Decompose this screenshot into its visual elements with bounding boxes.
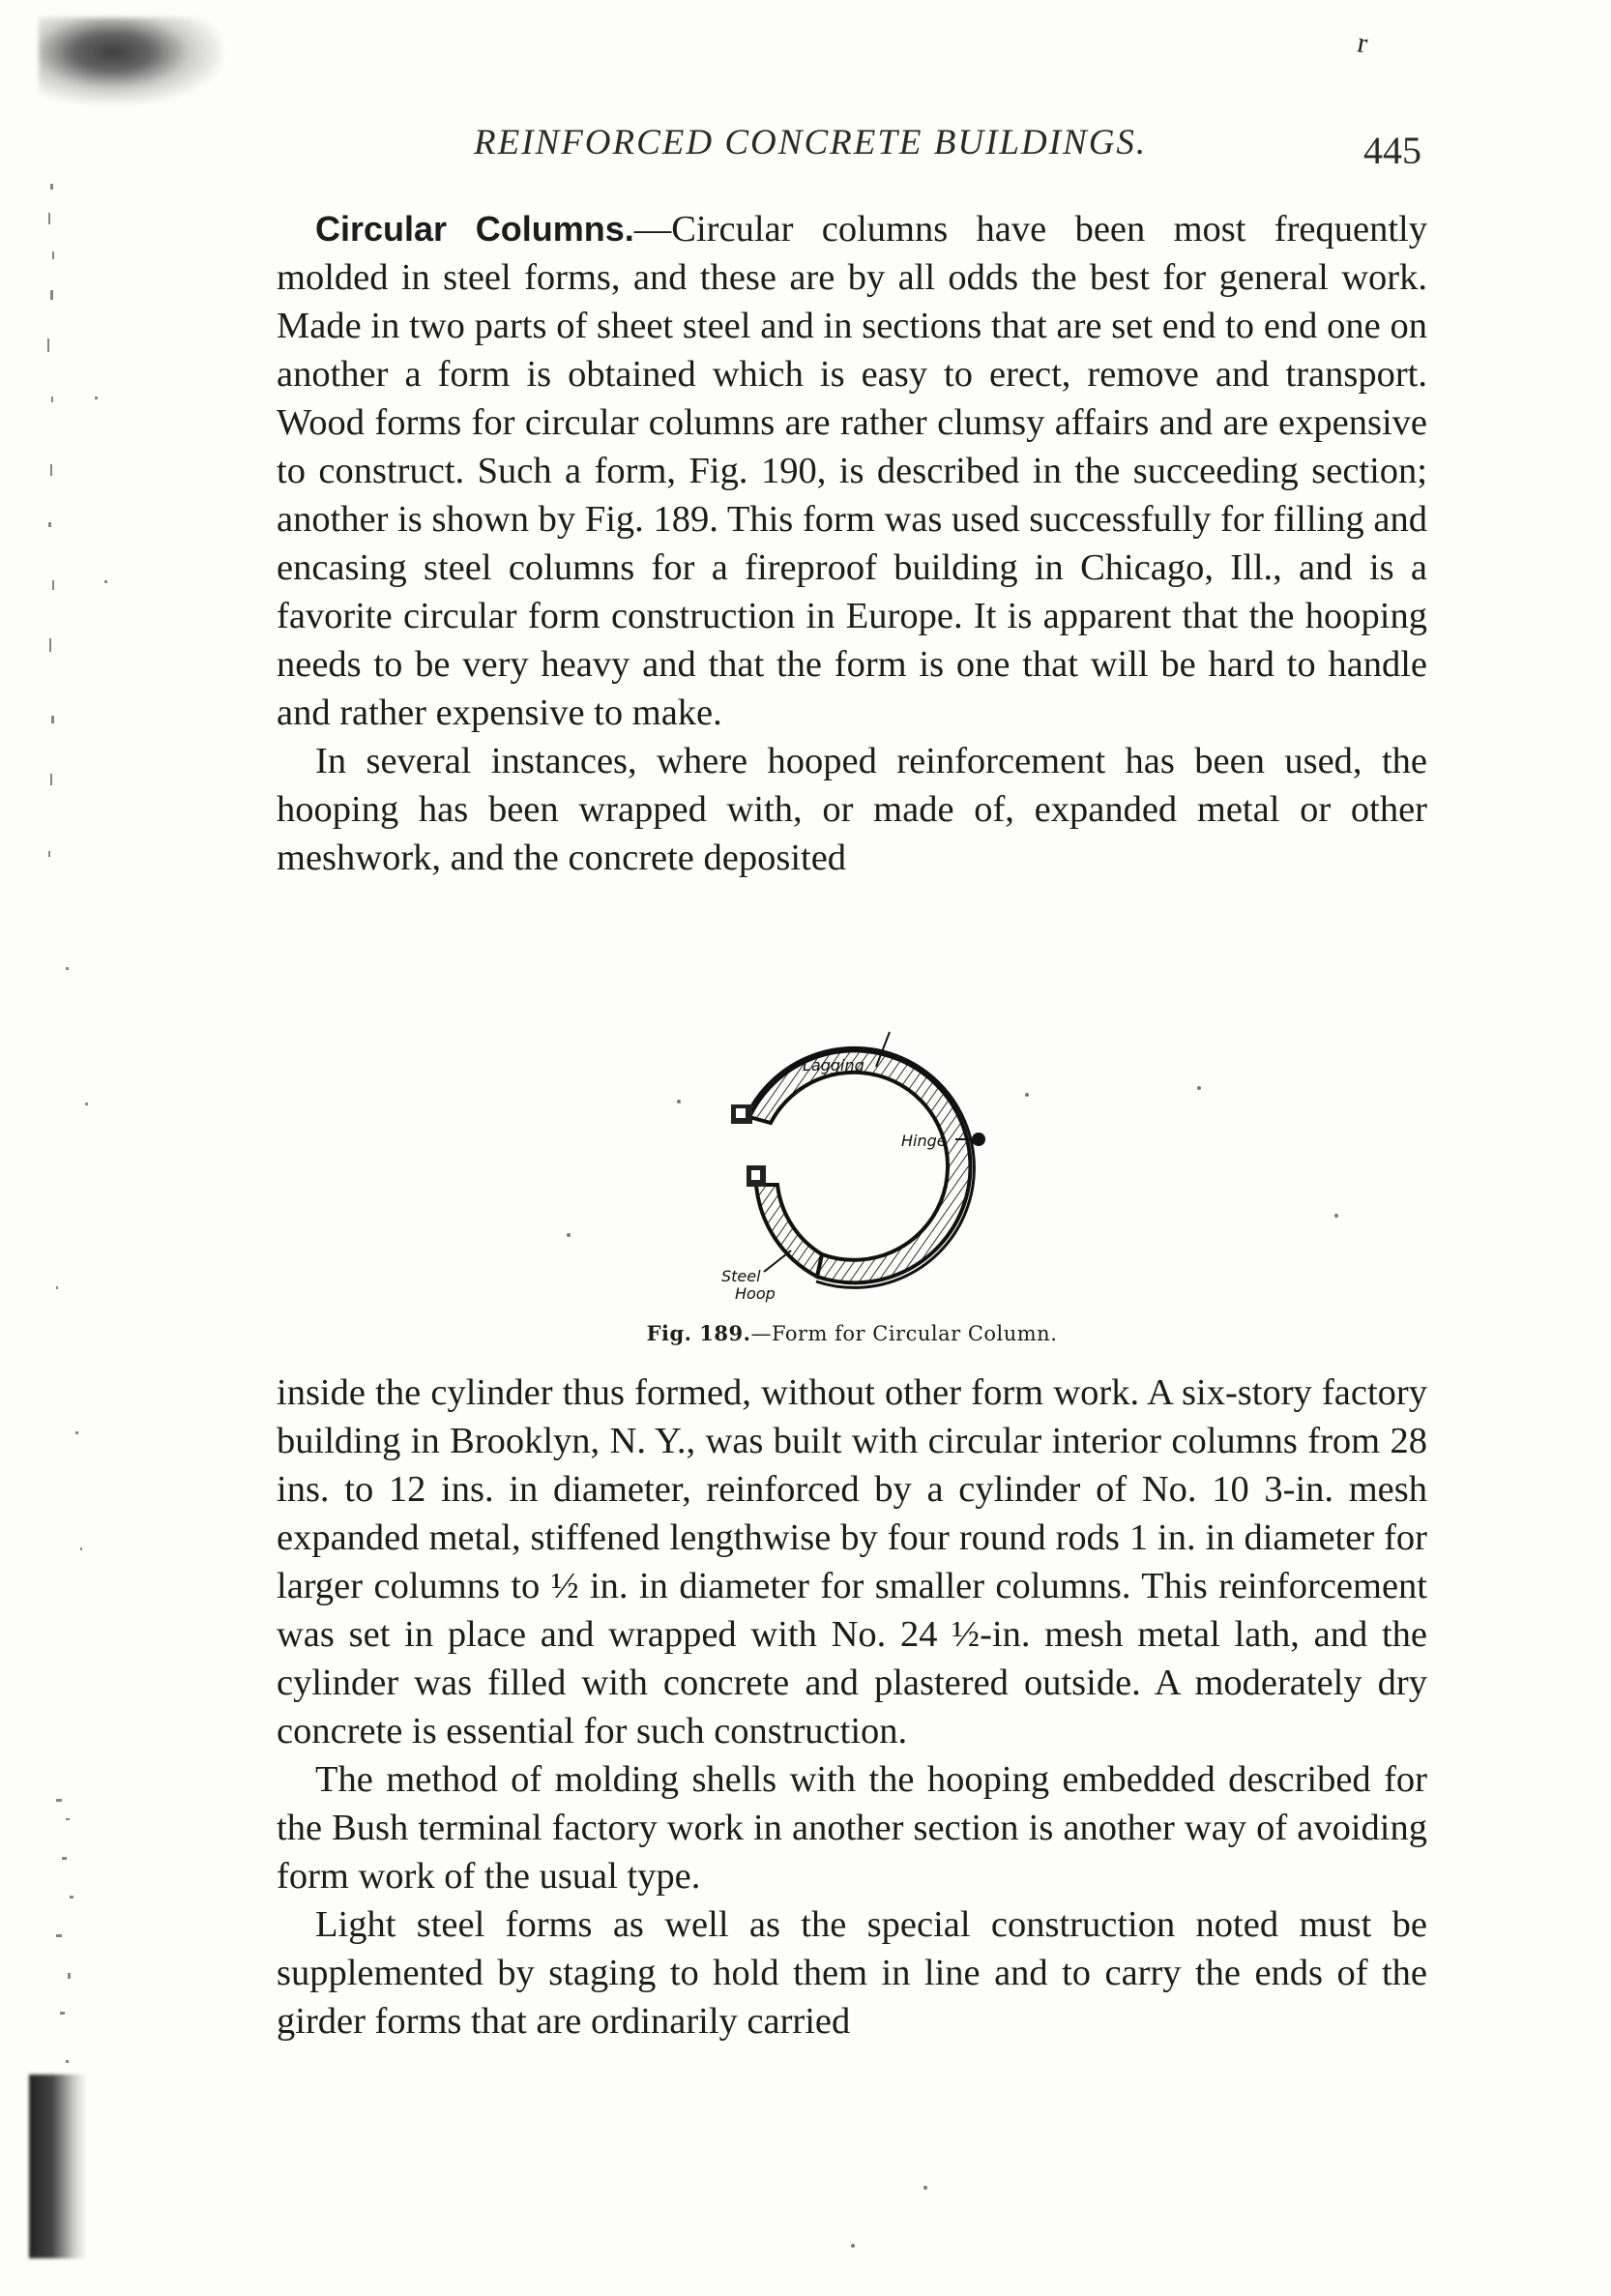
hoop-leader: [764, 1251, 791, 1272]
scan-speck: [1197, 1086, 1201, 1090]
corner-mark: r: [1355, 26, 1370, 60]
scan-smudge: [39, 17, 222, 104]
paragraph-2: In several instances, where hooped reinforcement has been used, the hooping has been wrapped with, or made of, expanded metal or other meshwork, and the concrete deposited: [277, 741, 1427, 878]
body-text-lower: [277, 1369, 1427, 2046]
scan-speck: [923, 2186, 927, 2190]
figure-caption-text: —Form for Circular Column.: [750, 1322, 1058, 1345]
steel-label: Steel: [721, 1267, 761, 1285]
scan-edge-noise: [27, 174, 133, 2253]
scan-speck: [1334, 1214, 1338, 1218]
lagging-ring: [747, 1047, 974, 1287]
hinge-label: Hinge: [901, 1132, 947, 1150]
upper-lug-hole: [736, 1108, 746, 1118]
paragraph-3: The method of molding shells with the hooping embedded described for the Bush terminal factory work in another section is another way of avoiding form work of the usual type.: [277, 1759, 1427, 1897]
paragraph-4: Light steel forms as well as the special construction noted must be supplemented by staging to hold them in line and to carry the ends of the girder forms that are ordinarily carried: [277, 1904, 1427, 2042]
body-text-upper: [277, 205, 1427, 882]
circular-column-form-figure: [696, 1001, 1025, 1310]
running-head: REINFORCED CONCRETE BUILDINGS.: [474, 123, 1148, 162]
paragraph-2-continued: inside the cylinder thus formed, without other form work. A six-story factory building in Brooklyn, N. Y., was built with circular interior columns from 28 ins. to 12 ins. in diameter, reinforced by a cylinder of No. 10 3-in. mesh expanded metal, stiffened lengthwise by four round rods 1 in. in diameter for larger columns to ½ in. in diameter for smaller columns. This reinforcement was set in place and wrapped with No. 24 ½-in. mesh metal lath, and the cylinder was filled with concrete and plastered outside. A moderately dry concrete is essential for such construction.: [277, 1372, 1427, 1751]
scan-speck: [851, 2244, 855, 2248]
paragraph-1-text: —Circular columns have been most frequently molded in steel forms, and these are by all odds the best for general work. Made in two parts of sheet steel and in sections that are set end to end one on another a form is obtained which is easy to erect, remove and transport. Wood forms for circular columns are rather clumsy affairs and are expensive to construct. Such a form, Fig. 190, is described in the succeeding section; another is shown by Fig. 189. This form was used successfully for filling and encasing steel columns for a fireproof building in Chicago, Ill., and is a favorite circular form construction in Europe. It is apparent that the hooping needs to be very heavy and that the form is one that will be hard to handle and rather expensive to make.: [277, 209, 1428, 733]
scan-speck: [1025, 1093, 1029, 1097]
section-heading: Circular Columns.: [315, 209, 634, 249]
figure-caption: [277, 1321, 1427, 1345]
lagging-lower-segment: [756, 1185, 822, 1277]
paragraph-1: [277, 205, 1427, 737]
figure-number: Fig. 189.: [646, 1321, 751, 1345]
lagging-label: Lagging: [803, 1056, 864, 1074]
hoop-label: Hoop: [735, 1284, 776, 1303]
scan-speck: [567, 1233, 571, 1237]
scan-speck: [677, 1100, 681, 1104]
page-number: 445: [1363, 129, 1421, 172]
lower-lug-hole: [751, 1170, 760, 1180]
